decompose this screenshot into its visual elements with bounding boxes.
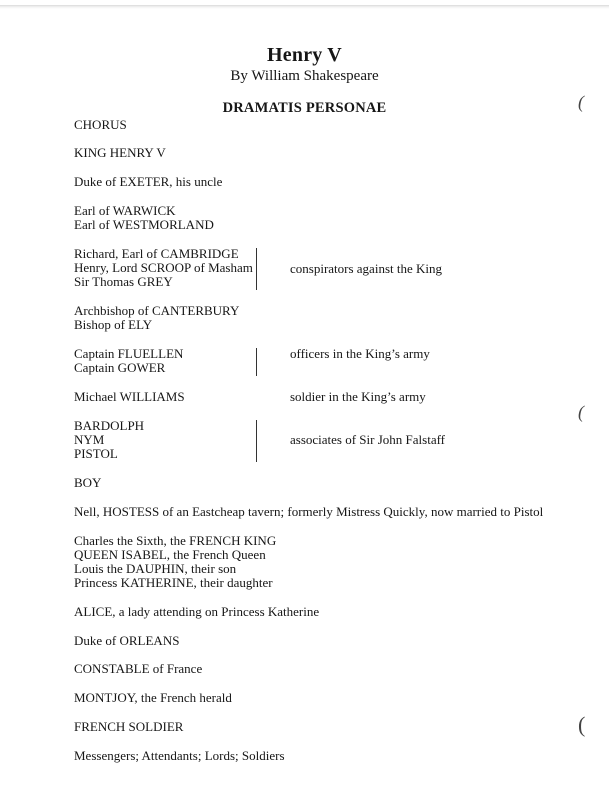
description-conspirators: conspirators against the King [290, 261, 442, 276]
character-westmorland: Earl of WESTMORLAND [74, 217, 214, 232]
character-alice: ALICE, a lady attending on Princess Katherine [74, 604, 320, 619]
character-nym: NYM [74, 432, 105, 447]
character-dauphin: Louis the DAUPHIN, their son [74, 561, 237, 576]
punch-mark-middle: ( [578, 402, 584, 422]
character-queen-isabel: QUEEN ISABEL, the French Queen [74, 547, 266, 562]
character-katherine: Princess KATHERINE, their daughter [74, 575, 273, 590]
character-constable: CONSTABLE of France [74, 661, 203, 676]
character-fluellen: Captain FLUELLEN [74, 346, 184, 361]
character-montjoy: MONTJOY, the French herald [74, 690, 232, 705]
character-pistol: PISTOL [74, 446, 118, 461]
author-line: By William Shakespeare [230, 68, 379, 84]
group-bracket-conspirators [256, 248, 257, 290]
character-king-henry: KING HENRY V [74, 145, 166, 160]
character-chorus: CHORUS [74, 117, 127, 132]
character-orleans: Duke of ORLEANS [74, 633, 180, 648]
character-ely: Bishop of ELY [74, 317, 153, 332]
page-title: Henry V [267, 44, 342, 66]
character-canterbury: Archbishop of CANTERBURY [74, 303, 240, 318]
character-scroop: Henry, Lord SCROOP of Masham [74, 260, 253, 275]
description-associates: associates of Sir John Falstaff [290, 432, 446, 447]
group-bracket-officers [256, 348, 257, 376]
character-warwick: Earl of WARWICK [74, 203, 176, 218]
character-gower: Captain GOWER [74, 360, 166, 375]
character-williams: Michael WILLIAMS [74, 389, 185, 404]
scan-edge [0, 5, 609, 9]
character-french-king: Charles the Sixth, the FRENCH KING [74, 533, 277, 548]
description-soldier: soldier in the King’s army [290, 389, 426, 404]
character-bardolph: BARDOLPH [74, 418, 145, 433]
character-others: Messengers; Attendants; Lords; Soldiers [74, 748, 285, 763]
punch-mark-bottom: ( [578, 712, 586, 737]
character-exeter: Duke of EXETER, his uncle [74, 174, 223, 189]
character-french-soldier: FRENCH SOLDIER [74, 719, 184, 734]
description-officers: officers in the King’s army [290, 346, 430, 361]
section-heading: DRAMATIS PERSONAE [222, 100, 387, 116]
group-bracket-associates [256, 420, 257, 462]
character-grey: Sir Thomas GREY [74, 274, 173, 289]
character-hostess: Nell, HOSTESS of an Eastcheap tavern; formerly Mistress Quickly, now married to Pistol [74, 504, 544, 519]
character-cambridge: Richard, Earl of CAMBRIDGE [74, 246, 239, 261]
character-boy: BOY [74, 475, 102, 490]
punch-mark-top: ( [578, 92, 584, 112]
